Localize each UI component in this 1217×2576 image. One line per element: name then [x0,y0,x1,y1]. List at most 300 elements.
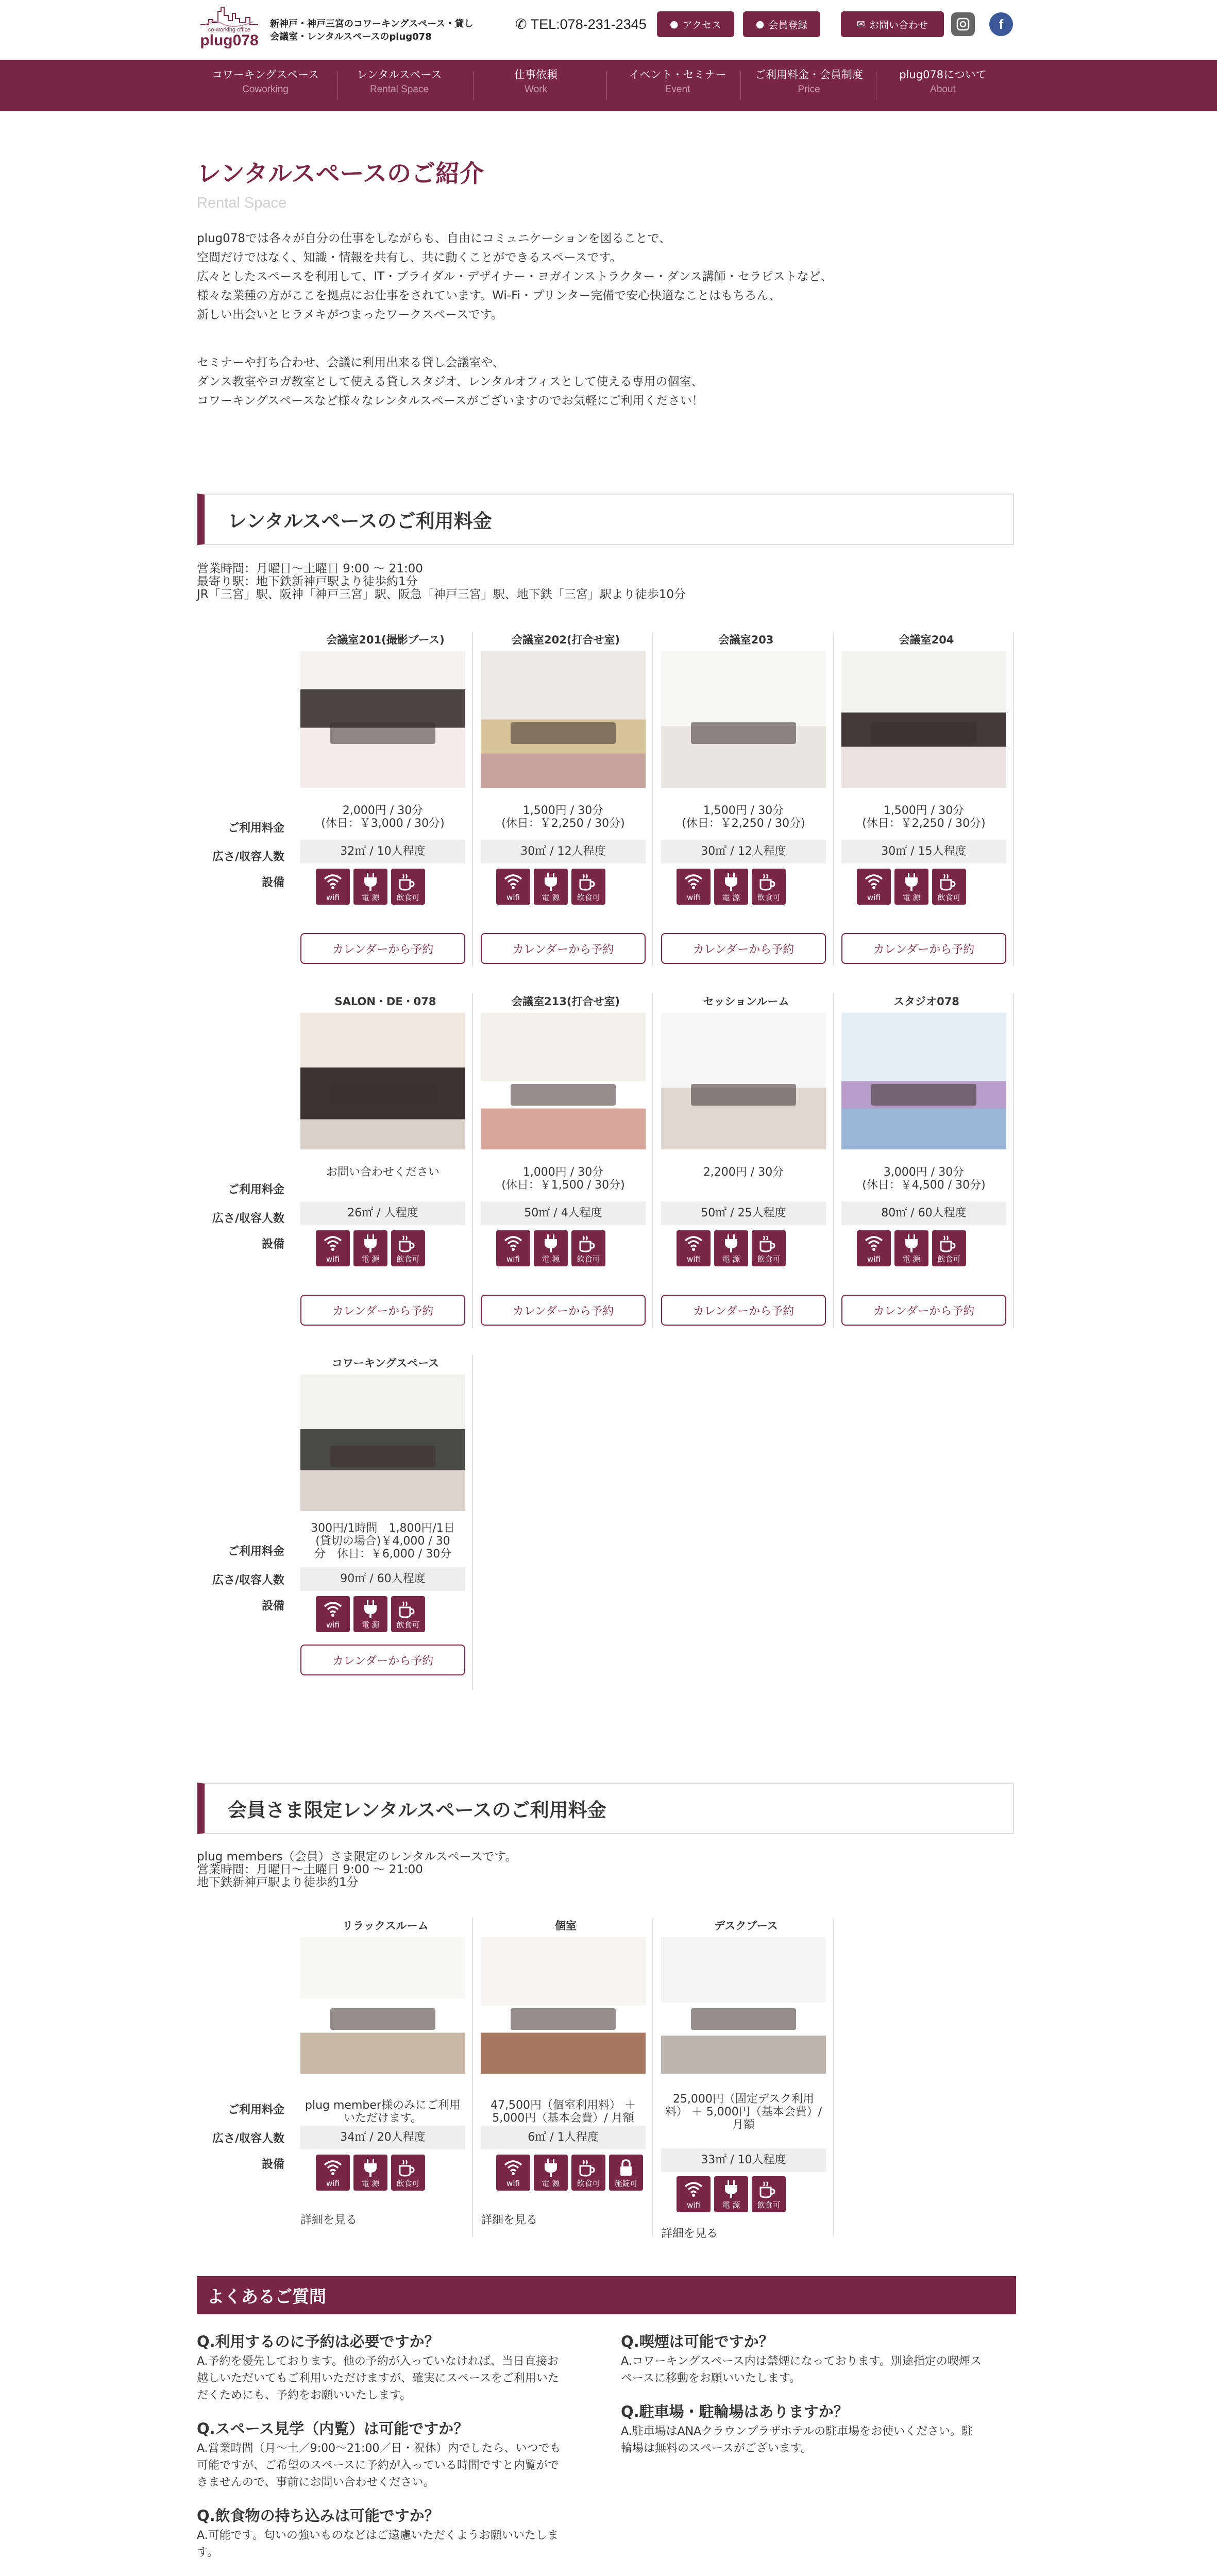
price-line: 1,500円 / 30分 [703,804,784,817]
amenity-label: wifi [506,893,520,902]
room-photo[interactable] [481,651,646,788]
room-photo-furniture [871,722,977,744]
price-line: 分 休日：￥6,000 / 30分 [314,1548,452,1561]
site-logo[interactable] [196,4,263,55]
room-price [476,2099,651,2125]
map-pin-icon: ● [669,19,679,30]
member-section-heading: 会員さま限定レンタルスペースのご利用料金 [197,1783,1014,1834]
intro-paragraph-2 [197,353,1001,411]
wifi-icon [496,2155,530,2191]
nav-sublabel: About [930,84,956,95]
wifi-icon [857,869,891,905]
intro-line: ダンス教室やヨガ教室として使える貸しスタジオ、レンタルオフィスとして使える専用の個室、 [197,375,703,388]
room-card [836,632,1017,961]
wifi-icon [857,1230,891,1266]
main-nav [0,60,1217,111]
amenity-label: 飲食可 [396,1620,420,1630]
intro-line: セミナーや打ち合わせ、会議に利用出来る貸し会議室や、 [197,356,504,369]
amenity-label: wifi [506,1255,520,1264]
nav-label: plug078について [899,69,987,81]
price-line: 1,000円 / 30分 [522,1166,604,1179]
amenity-label: 飲食可 [757,893,781,902]
access-label: アクセス [682,19,722,31]
amenity-label: wifi [867,1255,881,1264]
amenity-label: wifi [687,2200,700,2210]
nav-label: イベント・セミナー [629,69,726,81]
room-name: リラックスルーム [342,1920,429,1932]
price-line: (貸切の場合)￥4,000 / 30 [315,1535,450,1548]
rental-section-heading: レンタルスペースのご利用料金 [197,494,1014,545]
price-line: 25,000円（固定デスク利用 [672,2093,815,2106]
amenity-label: 飲食可 [396,1255,420,1264]
row-label-capacity: 広さ/収容人数 [212,2132,284,2145]
wifi-icon [677,2176,711,2212]
card-separator [652,993,653,1328]
facebook-icon[interactable]: f [989,12,1013,36]
amenity-label: 電 源 [542,893,560,902]
room-name: 会議室204 [899,634,954,646]
nav-work[interactable] [487,67,585,104]
nav-divider [473,71,474,100]
room-price [836,804,1011,830]
header-tagline: 新神戸・神戸三宮のコワーキングスペース・貸し会議室・レンタルスペースのplug078 [270,19,474,42]
room-name: 会議室201(撮影ブース) [326,634,445,646]
calendar-book-button[interactable]: カレンダーから予約 [661,933,826,964]
amenity-label: 飲食可 [396,2179,420,2188]
calendar-book-button[interactable]: カレンダーから予約 [300,1295,465,1326]
room-name: コワーキングスペース [331,1357,440,1369]
nav-sublabel: Rental Space [369,84,429,95]
wifi-icon [496,1230,530,1266]
details-link[interactable]: 詳細を見る [481,2214,538,2227]
amenity-label: 飲食可 [577,1255,600,1264]
amenity-label: wifi [687,893,700,902]
faq-answer-line: 可能ですが、ご希望のスペースに予約が入っている時間ですと内覧がで [197,2459,559,2472]
amenity-label: wifi [326,893,340,902]
card-separator [472,632,473,967]
amenity-label: 電 源 [361,2179,380,2188]
row-label-amenities: 設備 [261,1238,284,1251]
amenity-label: wifi [506,2179,520,2188]
nav-coworking[interactable] [204,67,327,104]
price-line: (休日：￥2,250 / 30分) [682,817,805,830]
room-name: SALON・DE・078 [334,995,436,1008]
room-capacity: 50㎡ / 25人程度 [661,1201,826,1225]
card-separator [472,1918,473,2237]
faq-answer [197,2440,561,2491]
drink-icon [752,869,786,905]
lock-icon [609,2155,643,2191]
room-photo[interactable] [661,1013,826,1149]
room-amenities [496,2155,643,2191]
phone-number: TEL:078-231-2345 [530,16,647,32]
drink-icon [932,1230,966,1266]
price-line: お問い合わせください [326,1166,440,1179]
room-photo[interactable] [841,651,1006,788]
room-photo[interactable] [300,1937,465,2074]
wifi-icon [316,1230,350,1266]
room-price [656,2093,831,2131]
amenity-label: 電 源 [361,1620,380,1630]
amenity-label: 飲食可 [396,893,420,902]
nav-about[interactable] [884,67,1002,104]
room-capacity: 33㎡ / 10人程度 [661,2148,826,2172]
power-icon [534,2155,568,2191]
site-header [0,0,1217,60]
room-photo-furniture [511,2008,616,2030]
price-line: (休日：￥1,500 / 30分) [501,1179,625,1192]
signup-button[interactable] [743,11,820,37]
drink-icon [752,2176,786,2212]
card-separator [833,632,834,967]
power-icon [353,2155,387,2191]
member-info [197,1851,517,1889]
row-label-price: ご利用料金 [227,822,284,835]
nav-divider [337,71,338,100]
room-amenities [316,869,425,905]
amenity-label: 電 源 [722,893,740,902]
row-label-capacity: 広さ/収容人数 [212,1212,284,1225]
drink-icon [391,2155,425,2191]
calendar-book-button[interactable]: カレンダーから予約 [300,933,465,964]
amenity-label: 電 源 [902,1255,921,1264]
price-line: 月額 [732,2119,755,2131]
calendar-book-button[interactable]: カレンダーから予約 [661,1295,826,1326]
drink-icon [571,869,605,905]
price-line: いただけます。 [343,2112,422,2125]
card-separator [833,993,834,1328]
room-photo[interactable] [300,1375,465,1511]
contact-button[interactable] [841,11,944,37]
mail-icon: ✉ [857,19,865,30]
wifi-icon [316,869,350,905]
room-card [656,1918,836,2247]
room-photo[interactable] [661,1937,826,2074]
wifi-icon [316,2155,350,2191]
faq-answer [621,2353,982,2387]
faq-answer-line: す。 [197,2546,219,2559]
nav-label: レンタルスペース [357,69,442,81]
room-amenities [316,1596,425,1632]
card-separator [833,1918,834,2237]
room-amenities [496,1230,605,1266]
power-icon [353,1230,387,1266]
skyline-logo-icon [198,4,260,27]
faq-heading: よくあるご質問 [197,2276,1016,2314]
room-photo-furniture [871,1084,977,1106]
faq-answer [197,2353,559,2404]
calendar-book-button[interactable]: カレンダーから予約 [841,1295,1006,1326]
intro-line: 様々な業種の方がここを拠点にお仕事をされています。Wi-Fi・プリンター完備で安心快適なことはもちろん、 [197,289,781,302]
room-capacity: 6㎡ / 1人程度 [481,2126,646,2149]
room-card [295,1355,476,1685]
wifi-icon [677,869,711,905]
power-icon [353,869,387,905]
drink-icon [752,1230,786,1266]
faq-answer-line: A.コワーキングスペース内は禁煙になっております。別途指定の喫煙ス [621,2355,982,2368]
faq-question: Q.喫煙は可能ですか？ [621,2333,774,2350]
nav-sublabel: Price [798,84,820,95]
nav-price[interactable] [747,67,871,104]
drink-icon [932,869,966,905]
power-icon [894,1230,928,1266]
calendar-book-button[interactable]: カレンダーから予約 [841,933,1006,964]
row-label-capacity: 広さ/収容人数 [212,851,284,863]
intro-line: コワーキングスペースなど様々なレンタルスペースがございますのでお気軽にご利用ください！ [197,394,704,408]
nav-event[interactable] [616,67,739,104]
faq-answer-line: A.可能です。匂いの強いものなどはご遠慮いただくようお願いいたしま [197,2529,559,2542]
logo-text: plug078 [200,32,259,49]
room-capacity: 32㎡ / 10人程度 [300,840,465,863]
amenity-label: 電 源 [722,2200,740,2210]
room-name: セッションルーム [703,995,789,1008]
room-amenities [496,869,605,905]
room-photo[interactable] [481,1013,646,1149]
room-card [295,1918,476,2247]
room-price [836,1166,1011,1192]
amenity-label: wifi [326,1620,340,1630]
room-photo-furniture [330,1084,436,1106]
nav-sublabel: Work [525,84,547,95]
card-separator [652,632,653,967]
row-label-price: ご利用料金 [227,1545,284,1558]
details-link[interactable]: 詳細を見る [661,2227,718,2240]
room-photo[interactable] [481,1937,646,2074]
room-photo[interactable] [300,651,465,788]
calendar-book-button[interactable]: カレンダーから予約 [481,1295,646,1326]
phone-icon: ✆ [515,16,527,32]
power-icon [534,869,568,905]
row-label-amenities: 設備 [261,876,284,889]
amenity-label: 電 源 [722,1255,740,1264]
card-separator [1013,632,1014,967]
room-price [295,2099,470,2125]
faq-question: Q.駐車場・駐輪場はありますか？ [621,2403,849,2420]
member-info-line: 営業時間：月曜日〜土曜日 9:00 〜 21:00 [197,1863,423,1876]
rental-info [197,563,686,601]
amenity-label: 飲食可 [577,893,600,902]
price-line: 1,500円 / 30分 [522,804,604,817]
contact-label: お問い合わせ [869,19,928,31]
amenity-label: 飲食可 [937,893,961,902]
access-button[interactable] [657,11,734,37]
amenity-label: 施錠可 [614,2179,638,2188]
room-price [656,1166,831,1179]
nav-label: ご利用料金・会員制度 [755,69,863,81]
info-access: JR「三宮」駅、阪神「神戸三宮」駅、阪急「神戸三宮」駅、地下鉄「三宮」駅より徒歩10分 [197,588,686,601]
faq-answer [197,2527,559,2561]
power-icon [714,2176,748,2212]
room-name: 会議室213(打合せ室) [511,995,620,1008]
faq-question: Q.利用するのに予約は必要ですか？ [197,2333,440,2350]
room-photo[interactable] [661,651,826,788]
amenity-label: wifi [867,893,881,902]
price-line: 2,200円 / 30分 [703,1166,784,1179]
intro-line: 新しい出会いとヒラメキがつまったワークスペースです。 [197,308,503,321]
calendar-book-button[interactable]: カレンダーから予約 [481,933,646,964]
price-line: 300円/1時間 1,800円/1日 [311,1522,455,1535]
row-label-capacity: 広さ/収容人数 [212,1574,284,1587]
room-photo-furniture [330,2008,436,2030]
room-capacity: 80㎡ / 60人程度 [841,1201,1006,1225]
amenity-label: 電 源 [902,893,921,902]
room-name: 個室 [555,1920,577,1932]
card-separator [1013,993,1014,1328]
row-label-price: ご利用料金 [227,2104,284,2116]
room-card [295,632,476,961]
room-name: スタジオ078 [893,995,959,1008]
row-label-amenities: 設備 [261,2158,284,2171]
faq-answer-line: A.予約を優先しております。他の予約が入っていなければ、当日直接お [197,2355,559,2368]
amenity-label: wifi [326,1255,340,1264]
drink-icon [571,2155,605,2191]
amenity-label: 電 源 [361,1255,380,1264]
price-line: (休日：￥4,500 / 30分) [862,1179,986,1192]
nav-sublabel: Coworking [242,84,289,95]
room-capacity: 90㎡ / 60人程度 [300,1567,465,1591]
room-photo-furniture [511,1084,616,1106]
room-photo[interactable] [841,1013,1006,1149]
room-name: デスクブース [714,1920,778,1932]
nav-divider [606,71,607,100]
room-price [476,804,651,830]
nav-divider [740,71,741,100]
page-subtitle: Rental Space [197,195,287,211]
room-capacity: 50㎡ / 4人程度 [481,1201,646,1225]
header-phone[interactable] [515,16,647,32]
power-icon [714,869,748,905]
intro-line: plug078では各々が自分の仕事をしながらも、自由にコミュニケーションを図ることで、 [197,232,671,245]
price-line: (休日：￥2,250 / 30分) [501,817,625,830]
room-capacity: 26㎡ / 人程度 [300,1201,465,1225]
price-line: (休日：￥3,000 / 30分) [321,817,445,830]
member-info-line: 地下鉄新神戸駅より徒歩約1分 [197,1876,359,1889]
faq-answer-line: 輪場は無料のスペースがございます。 [621,2442,813,2455]
nav-rental[interactable] [345,67,453,104]
room-price [295,804,470,830]
price-line: 料） ＋ 5,000円（基本会費）/ [665,2106,822,2119]
wifi-icon [316,1596,350,1632]
faq-answer-line: 越しいただいてもご利用いただけますが、確実にスペースをご利用いた [197,2372,559,2385]
room-capacity: 30㎡ / 12人程度 [481,840,646,863]
room-card [476,1918,656,2247]
drink-icon [571,1230,605,1266]
price-line: 47,500円（個室利用料） ＋ [491,2099,636,2112]
instagram-icon[interactable] [951,12,975,36]
price-line: plug member様のみにご利用 [305,2099,461,2112]
room-card [836,993,1017,1323]
faq-answer-line: だくためにも、予約をお願いいたします。 [197,2389,412,2402]
amenity-label: 電 源 [361,893,380,902]
wifi-icon [496,869,530,905]
room-capacity: 30㎡ / 15人程度 [841,840,1006,863]
card-separator [652,1918,653,2237]
amenity-label: 飲食可 [577,2179,600,2188]
row-label-amenities: 設備 [261,1600,284,1613]
room-amenities [677,2176,786,2212]
price-line: (休日：￥2,250 / 30分) [862,817,986,830]
calendar-book-button[interactable]: カレンダーから予約 [300,1645,465,1675]
row-label-price: ご利用料金 [227,1183,284,1196]
faq-question: Q.スペース見学（内覧）は可能ですか？ [197,2420,469,2437]
faq-question: Q.飲食物の持ち込みは可能ですか？ [197,2507,440,2524]
power-icon [894,869,928,905]
nav-label: コワーキングスペース [211,69,319,81]
room-card [476,993,656,1323]
amenity-label: 飲食可 [757,1255,781,1264]
room-capacity: 30㎡ / 12人程度 [661,840,826,863]
drink-icon [391,1230,425,1266]
room-card [295,993,476,1323]
details-link[interactable]: 詳細を見る [300,2214,358,2227]
price-line: 1,500円 / 30分 [883,804,965,817]
room-card [656,993,836,1323]
intro-line: 広々としたスペースを利用して、IT・ブライダル・デザイナー・ヨガインストラクター・ダンス講師・セラピストなど、 [197,270,833,283]
room-photo-furniture [330,1446,436,1467]
amenity-label: 電 源 [542,1255,560,1264]
power-icon [714,1230,748,1266]
page-title: レンタルスペースのご紹介 [197,160,484,188]
power-icon [353,1596,387,1632]
amenity-label: 飲食可 [757,2200,781,2210]
signup-label: 会員登録 [768,19,808,31]
user-icon: ● [755,19,765,30]
room-photo-furniture [691,722,797,744]
room-name: 会議室202(打合せ室) [511,634,620,646]
room-amenities [857,1230,966,1266]
room-name: 会議室203 [718,634,774,646]
nav-sublabel: Event [665,84,690,95]
info-hours: 営業時間：月曜日〜土曜日 9:00 〜 21:00 [197,562,423,575]
room-card [476,632,656,961]
faq-answer-line: A.営業時間（月〜土／9:00〜21:00／日・祝休）内でしたら、いつでも [197,2442,561,2455]
info-station: 最寄り駅：地下鉄新神戸駅より徒歩約1分 [197,575,418,588]
amenity-label: 電 源 [542,2179,560,2188]
amenity-label: 飲食可 [937,1255,961,1264]
price-line: 2,000円 / 30分 [342,804,424,817]
amenity-label: wifi [687,1255,700,1264]
faq-answer-line: A.駐車場はANAクラウンプラザホテルの駐車場をお使いください。駐 [621,2425,973,2438]
room-price [295,1522,470,1561]
nav-label: 仕事依頼 [514,69,557,81]
faq-answer-line: きませんので、事前にお問い合わせください。 [197,2476,435,2489]
member-info-line: plug members（会員）さま限定のレンタルスペースです。 [197,1850,517,1863]
room-capacity: 34㎡ / 20人程度 [300,2126,465,2149]
faq-answer [621,2423,973,2457]
drink-icon [391,869,425,905]
room-amenities [677,869,786,905]
intro-line: 空間だけではなく、知識・情報を共有し、共に動くことができるスペースです。 [197,251,622,264]
room-photo-furniture [330,722,436,744]
drink-icon [391,1596,425,1632]
amenity-label: wifi [326,2179,340,2188]
intro-paragraph-1 [197,229,1001,325]
room-photo[interactable] [300,1013,465,1149]
room-price [656,804,831,830]
room-amenities [316,1230,425,1266]
room-amenities [677,1230,786,1266]
faq-answer-line: ペースに移動をお願いいたします。 [621,2372,801,2385]
room-photo-furniture [511,722,616,744]
room-amenities [316,2155,425,2191]
card-separator [472,1355,473,1690]
wifi-icon [677,1230,711,1266]
room-amenities [857,869,966,905]
logo-small: co-working office [208,27,251,33]
room-photo-furniture [691,2008,797,2030]
room-price [295,1166,470,1179]
room-price [476,1166,651,1192]
